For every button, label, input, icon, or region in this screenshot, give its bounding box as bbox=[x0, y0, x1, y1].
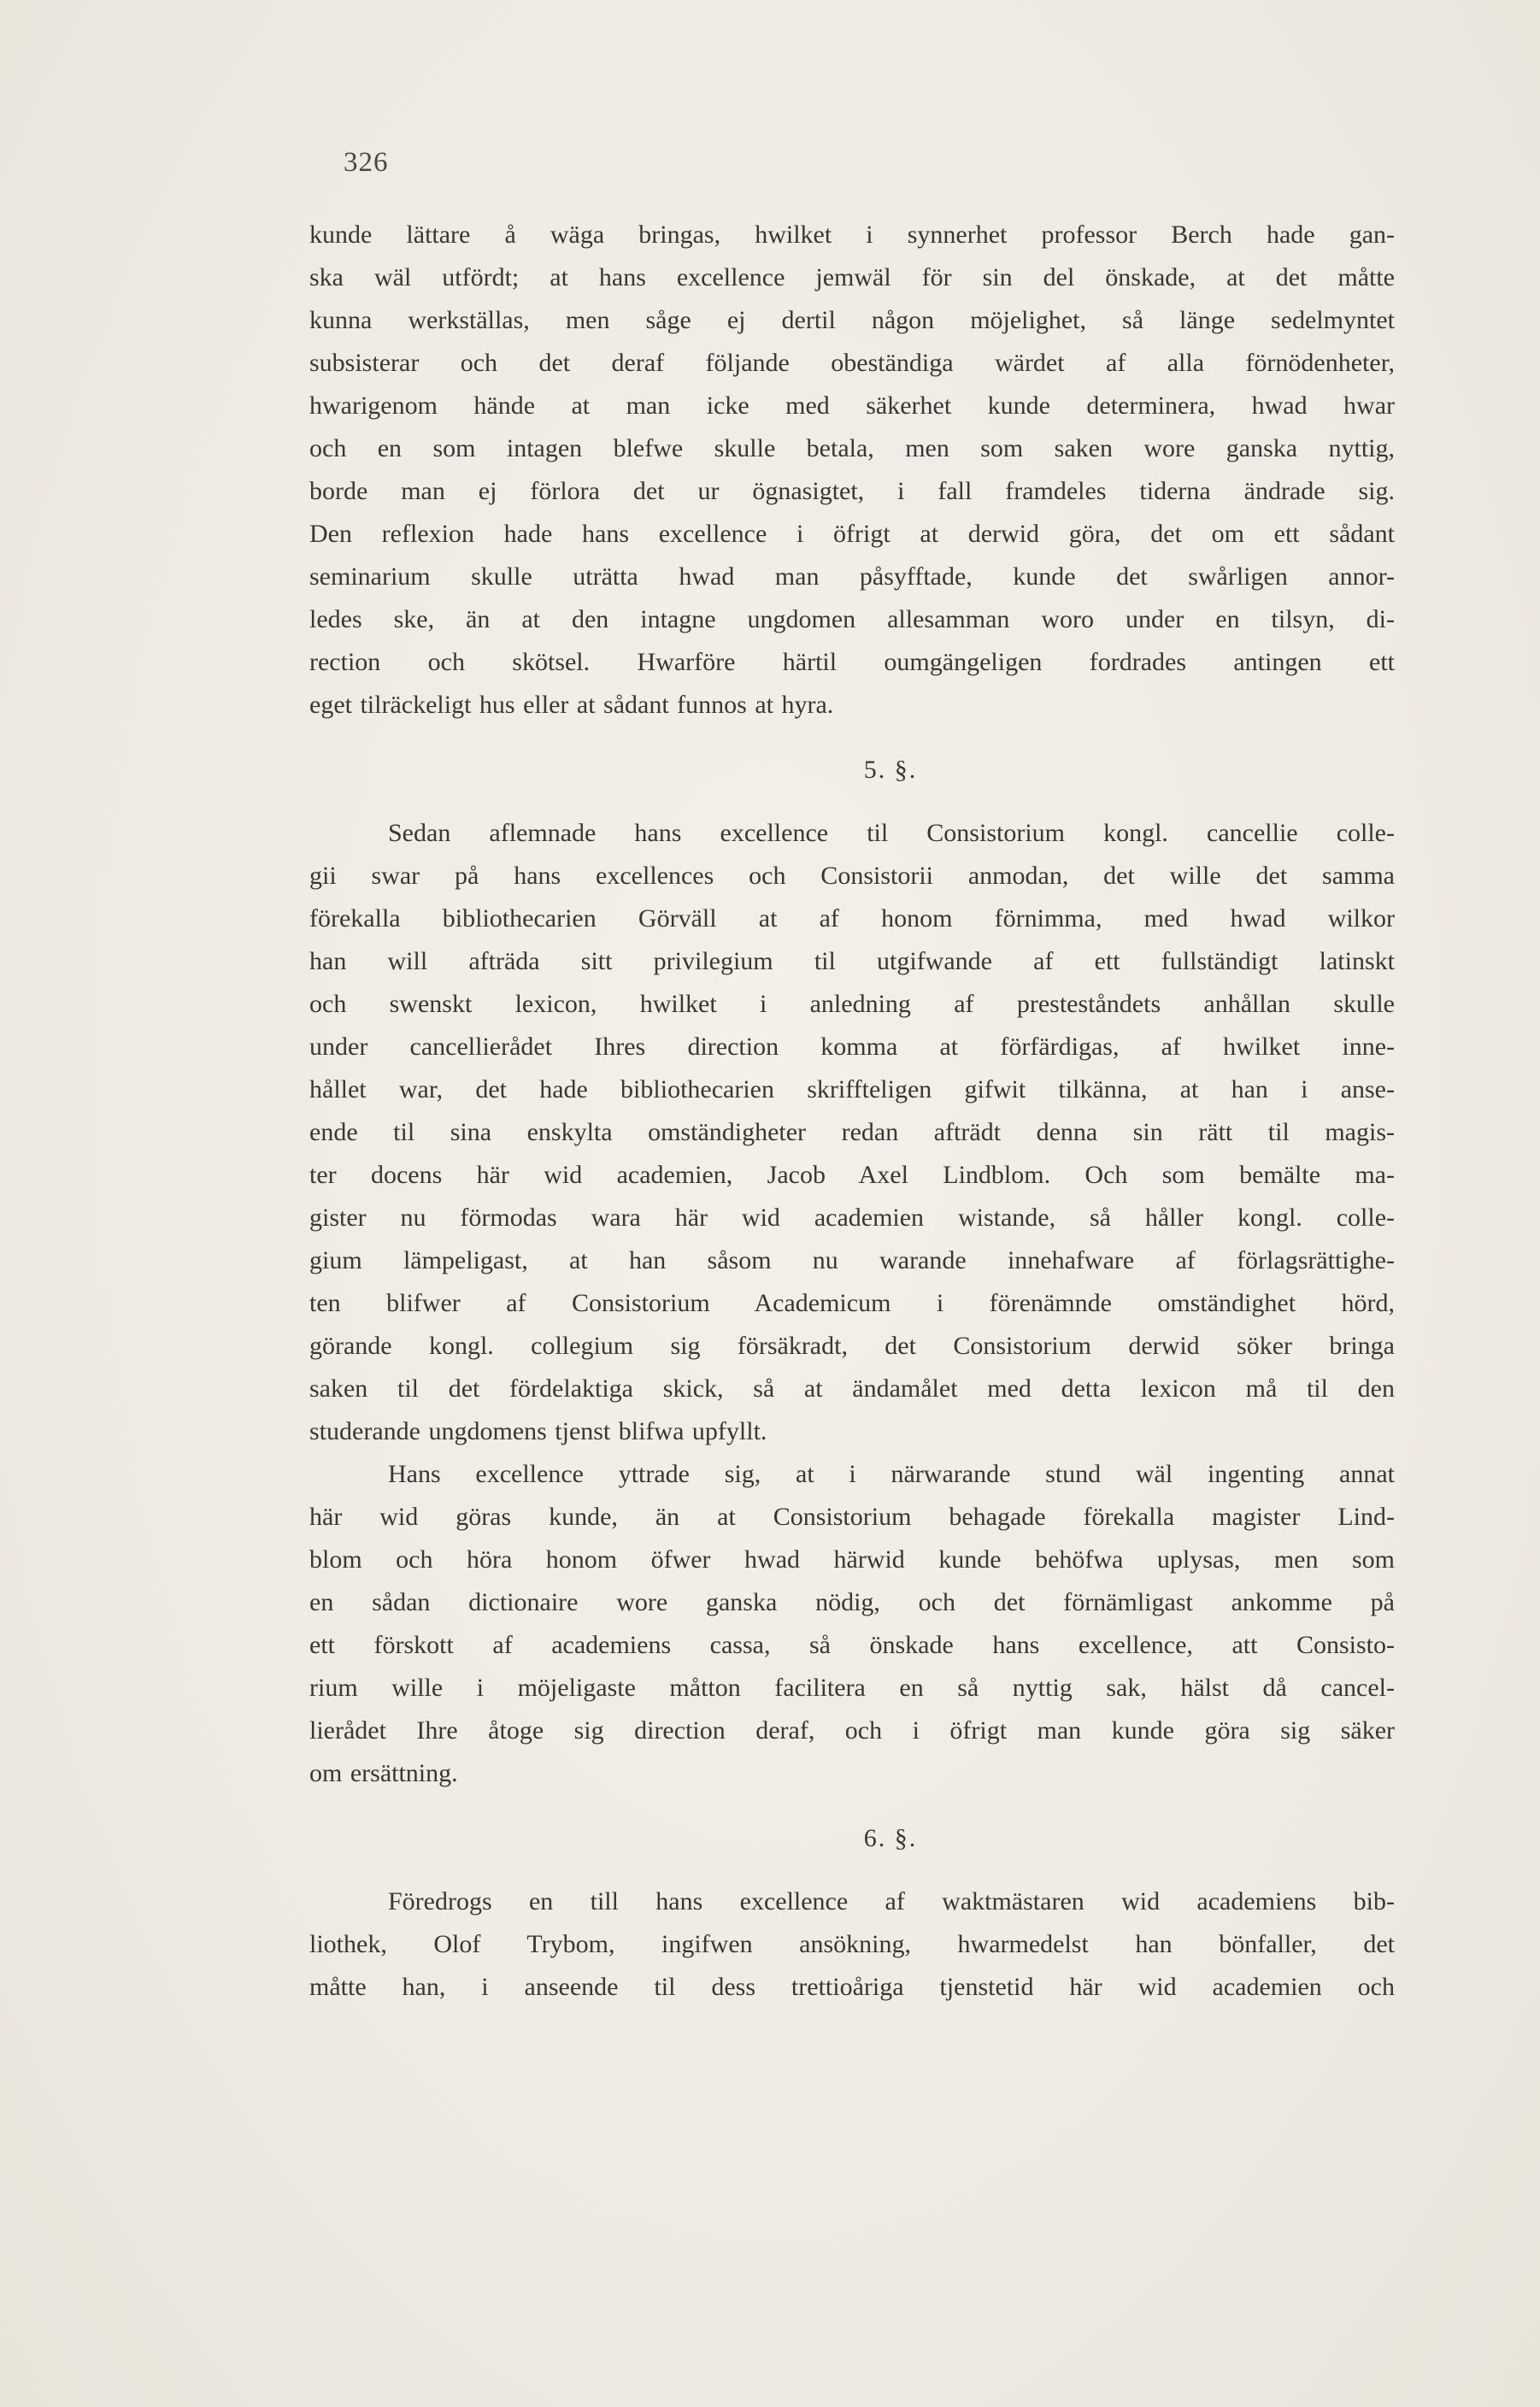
text-line: Den reflexion hade hans excellence i öfrigt at derwid göra, det om ett sådant bbox=[309, 520, 1395, 548]
text-line: subsisterar och det deraf följande obeständiga wärdet af alla förnödenheter, bbox=[309, 349, 1395, 377]
text-line: gister nu förmodas wara här wid academien wistande, så håller kongl. colle- bbox=[309, 1204, 1395, 1232]
text-line: ska wäl utfördt; at hans excellence jemwäl för sin del önskade, at det måtte bbox=[309, 263, 1395, 291]
text-line: liothek, Olof Trybom, ingifwen ansökning, hwarmedelst han bönfaller, det bbox=[309, 1930, 1395, 1958]
text-line: förekalla bibliothecarien Görväll at af honom förnimma, med hwad wilkor bbox=[309, 904, 1395, 933]
text-line: och en som intagen blefwe skulle betala, men som saken wore ganska nyttig, bbox=[309, 434, 1395, 462]
text-line: ende til sina enskylta omständigheter redan afträdt denna sin rätt til magis- bbox=[309, 1118, 1395, 1146]
text-line: hållet war, det hade bibliothecarien skriffteligen gifwit tilkänna, at han i anse- bbox=[309, 1075, 1395, 1103]
text-line: seminarium skulle uträtta hwad man påsyfftade, kunde det swårligen annor- bbox=[309, 562, 1395, 591]
paragraph-intro bbox=[309, 214, 1395, 727]
text-line: Sedan aflemnade hans excellence til Consistorium kongl. cancellie colle- bbox=[388, 819, 1395, 847]
text-line: gii swar på hans excellences och Consistorii anmodan, det wille det samma bbox=[309, 862, 1395, 890]
text-line: saken til det fördelaktiga skick, så at ändamålet med detta lexicon må til den bbox=[309, 1374, 1395, 1403]
text-line: hwarigenom hände at man icke med säkerhet kunde determinera, hwad hwar bbox=[309, 391, 1395, 420]
text-line: ter docens här wid academien, Jacob Axel Lindblom. Och som bemälte ma- bbox=[309, 1161, 1395, 1189]
text-line: om ersättning. bbox=[309, 1759, 458, 1787]
text-line: ledes ske, än at den intagne ungdomen allesamman woro under en tilsyn, di- bbox=[309, 605, 1395, 633]
text-line: rection och skötsel. Hwarföre härtil oumgängeligen fordrades antingen ett bbox=[309, 648, 1395, 676]
text-line: måtte han, i anseende til dess trettioåriga tjenstetid här wid academien och bbox=[309, 1973, 1395, 2001]
text-line: han will afträda sitt privilegium til utgifwande af ett fullständigt latinskt bbox=[309, 947, 1395, 975]
text-line: rium wille i möjeligaste måtton facilitera en så nyttig sak, hälst då cancel- bbox=[309, 1674, 1395, 1702]
text-line: lierådet Ihre åtoge sig direction deraf, och i öfrigt man kunde göra sig säker bbox=[309, 1716, 1395, 1745]
text-line: eget tilräckeligt hus eller at sådant funnos at hyra. bbox=[309, 691, 834, 719]
section-heading-6: 6. §. bbox=[863, 1824, 918, 1852]
text-line: och swenskt lexicon, hwilket i anledning af presteståndets anhållan skulle bbox=[309, 990, 1395, 1018]
text-line: studerande ungdomens tjenst blifwa upfyllt. bbox=[309, 1417, 767, 1445]
text-line: gium lämpeligast, at han såsom nu warande innehafware af förlagsrättighe- bbox=[309, 1246, 1395, 1274]
text-line: Hans excellence yttrade sig, at i närwarande stund wäl ingenting annat bbox=[388, 1460, 1395, 1488]
text-line: görande kongl. collegium sig försäkradt, det Consistorium derwid söker bringa bbox=[309, 1332, 1395, 1360]
paragraph-section6-a bbox=[309, 1880, 1395, 2009]
text-line: under cancellierådet Ihres direction komma at förfärdigas, af hwilket inne- bbox=[309, 1033, 1395, 1061]
text-line: borde man ej förlora det ur ögnasigtet, i fall framdeles tiderna ändrade sig. bbox=[309, 477, 1395, 505]
text-line: kunna werkställas, men såge ej dertil någon möjelighet, så länge sedelmyntet bbox=[309, 306, 1395, 334]
text-line: Föredrogs en till hans excellence af waktmästaren wid academiens bib- bbox=[388, 1887, 1395, 1916]
text-line: ten blifwer af Consistorium Academicum i förenämnde omständighet hörd, bbox=[309, 1289, 1395, 1317]
text-line: här wid göras kunde, än at Consistorium behagade förekalla magister Lind- bbox=[309, 1503, 1395, 1531]
text-line: kunde lättare å wäga bringas, hwilket i synnerhet professor Berch hade gan- bbox=[309, 221, 1395, 249]
section-heading-5: 5. §. bbox=[863, 756, 918, 784]
text-body bbox=[309, 214, 1395, 2009]
page-number: 326 bbox=[344, 147, 389, 178]
text-line: ett förskott af academiens cassa, så önskade hans excellence, att Consisto- bbox=[309, 1631, 1395, 1659]
text-line: en sådan dictionaire wore ganska nödig, och det förnämligast ankomme på bbox=[309, 1588, 1395, 1616]
paragraph-section5-b bbox=[309, 1453, 1395, 1795]
paragraph-section5-a bbox=[309, 812, 1395, 1453]
text-line: blom och höra honom öfwer hwad härwid kunde behöfwa uplysas, men som bbox=[309, 1545, 1395, 1574]
